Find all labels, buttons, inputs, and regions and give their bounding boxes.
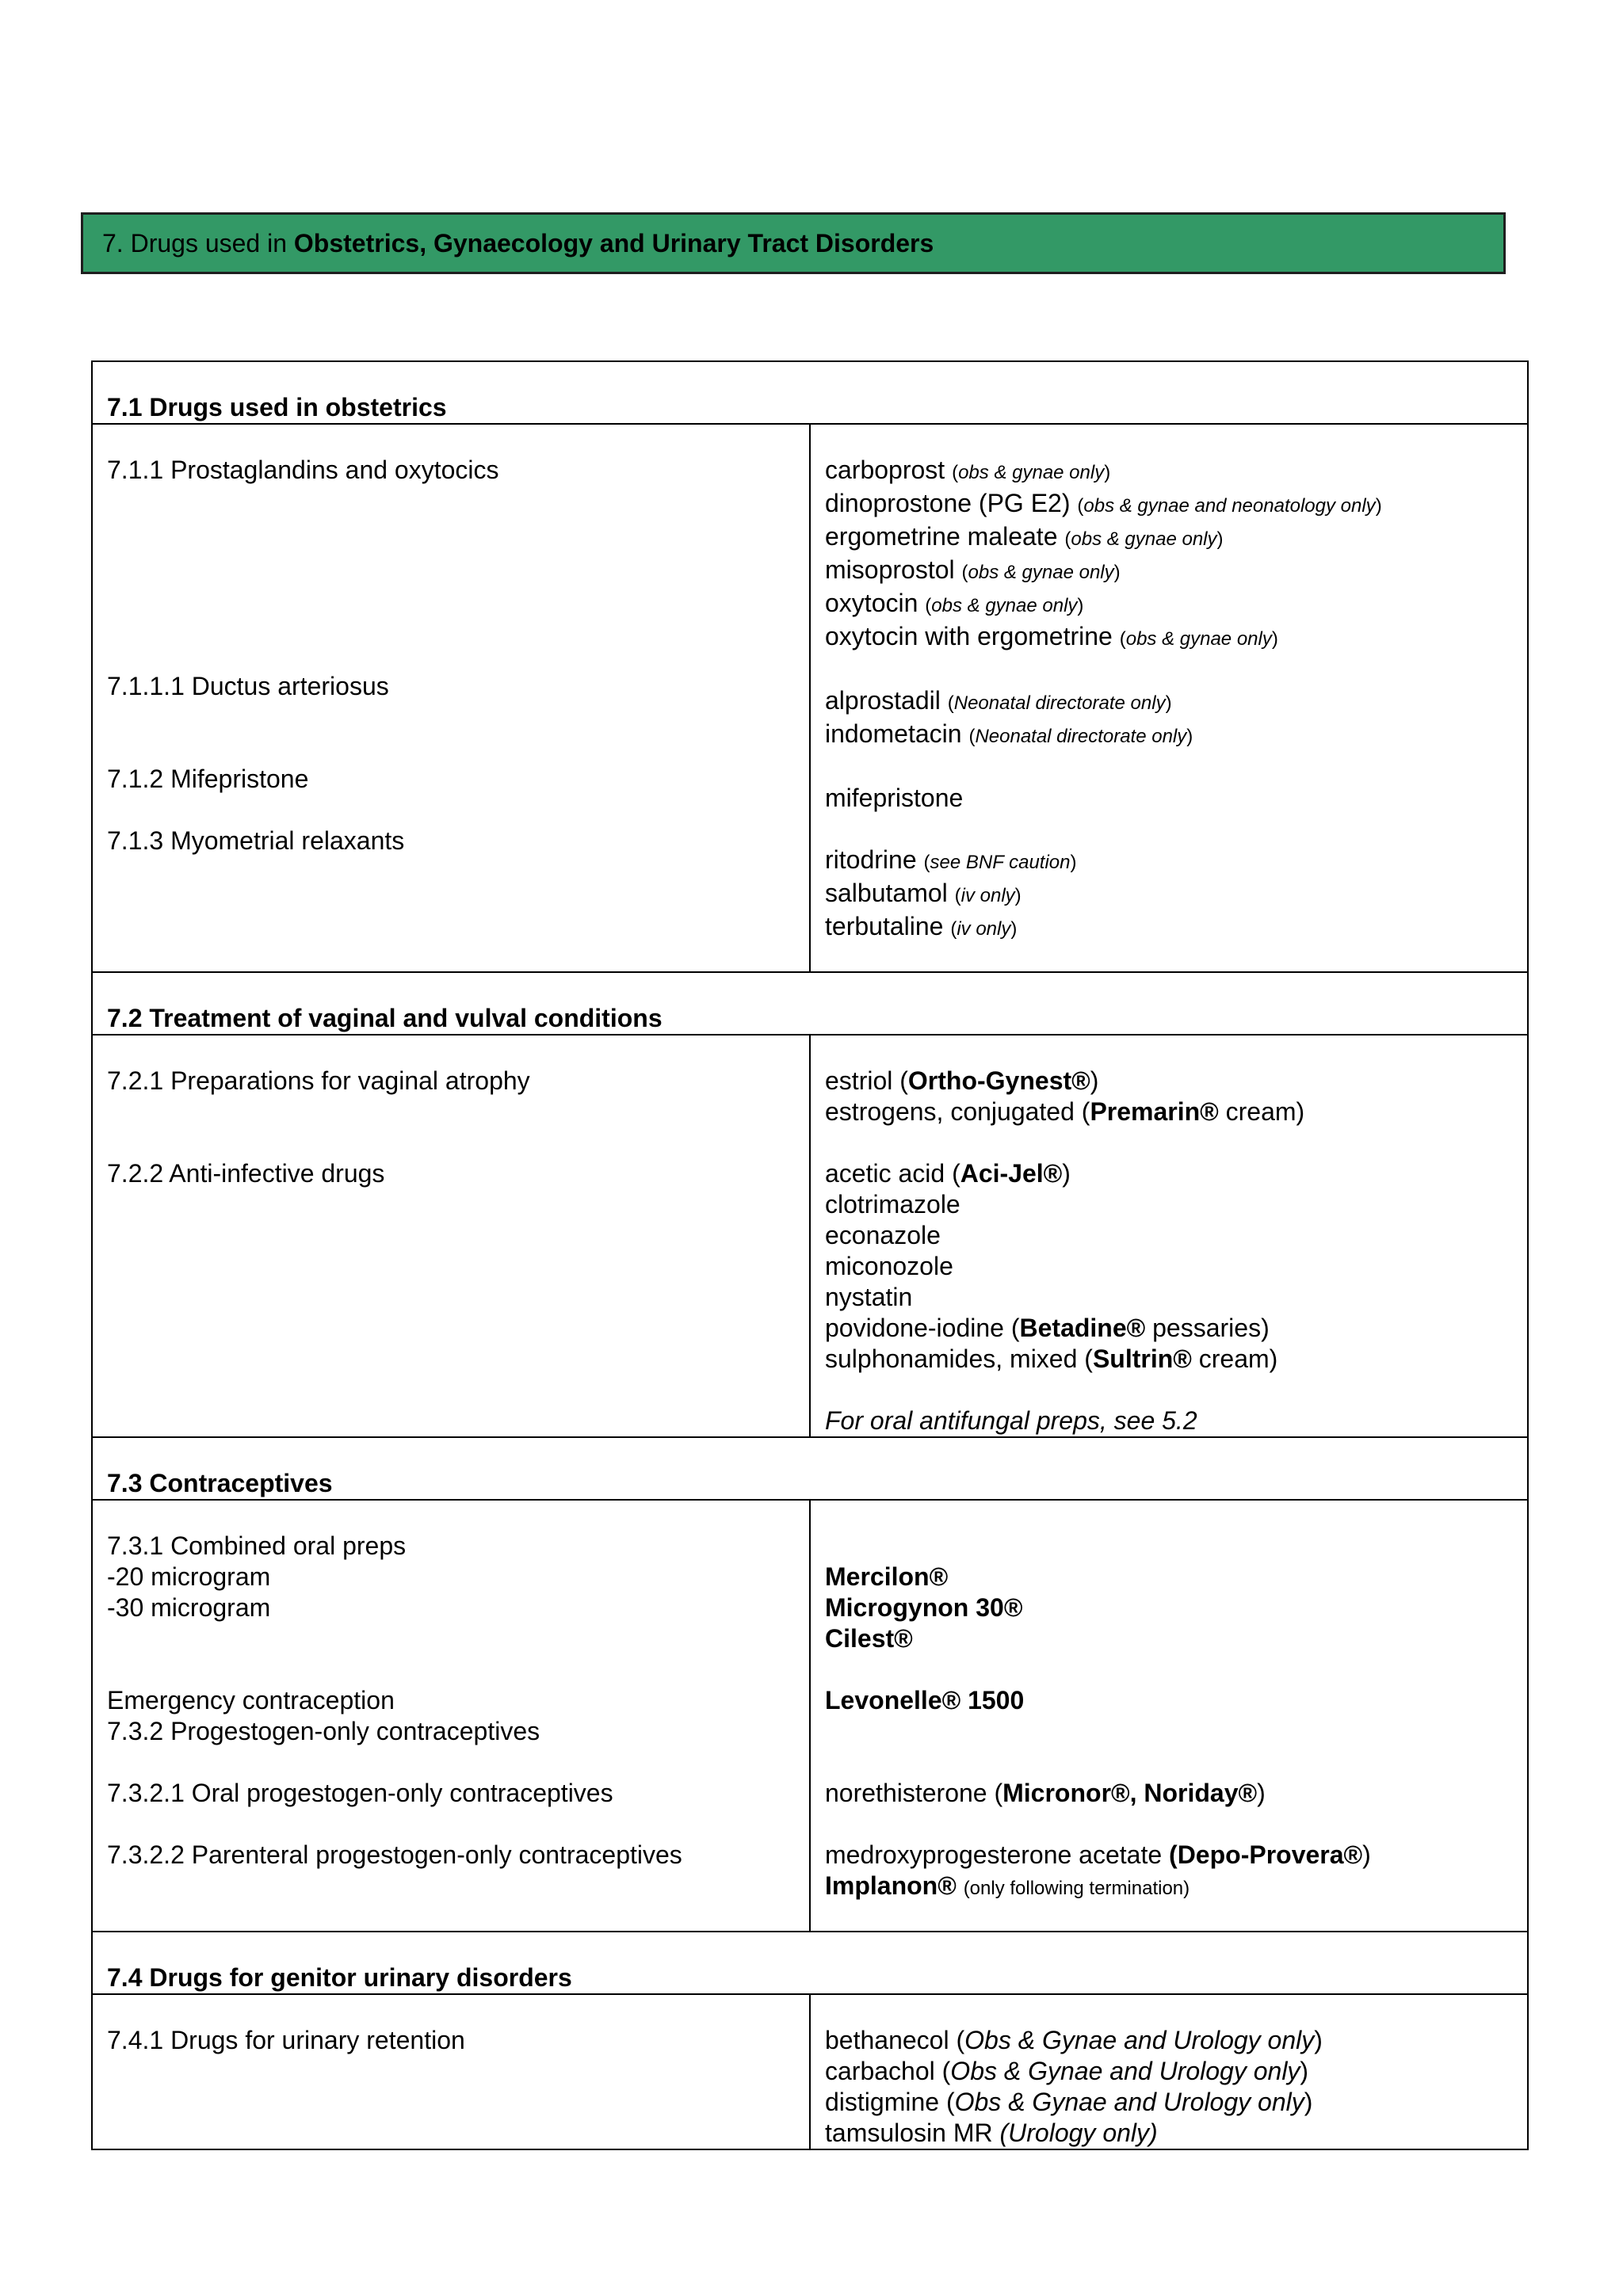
- list-item: misoprostol (obs & gynae only): [825, 555, 1121, 584]
- list-item: estrogens, conjugated (Premarin® cream): [825, 1097, 1305, 1126]
- subsection-labels: [92, 424, 810, 972]
- subsection-label: -30 microgram: [107, 1593, 271, 1622]
- list-item: acetic acid (Aci-Jel®): [825, 1159, 1071, 1188]
- drug-list: [810, 1035, 1528, 1437]
- list-item: Mercilon®: [825, 1562, 949, 1591]
- subsection-label: 7.4.1 Drugs for urinary retention: [107, 2026, 465, 2054]
- section-row-7-4: [92, 1932, 1528, 1994]
- list-item: alprostadil (Neonatal directorate only): [825, 686, 1172, 715]
- table-row: [92, 1035, 1528, 1437]
- list-item: sulphonamides, mixed (Sultrin® cream): [825, 1344, 1278, 1373]
- drug-list: [810, 1994, 1528, 2149]
- list-item: norethisterone (Micronor®, Noriday®): [825, 1779, 1266, 1807]
- subsection-label: -20 microgram: [107, 1562, 271, 1591]
- list-item: mifepristone: [825, 784, 964, 812]
- drug-list: [810, 1500, 1528, 1932]
- chapter-prefix: 7. Drugs used in: [102, 229, 294, 257]
- subsection-label: 7.2.2 Anti-infective drugs: [107, 1159, 385, 1188]
- list-item: miconozole: [825, 1252, 953, 1280]
- table-row: [92, 424, 1528, 972]
- subsection-labels: [92, 1500, 810, 1932]
- subsection-labels: [92, 1035, 810, 1437]
- subsection-label: 7.2.1 Preparations for vaginal atrophy: [107, 1066, 530, 1095]
- list-item: oxytocin with ergometrine (obs & gynae only): [825, 622, 1278, 650]
- list-item: carbachol (Obs & Gynae and Urology only): [825, 2057, 1309, 2085]
- subsection-labels: [92, 1994, 810, 2149]
- list-item: Cilest®: [825, 1624, 913, 1653]
- subsection-label: 7.3.2 Progestogen-only contraceptives: [107, 1717, 540, 1745]
- list-item: bethanecol (Obs & Gynae and Urology only): [825, 2026, 1323, 2054]
- subsection-label: Emergency contraception: [107, 1686, 395, 1714]
- list-item: clotrimazole: [825, 1190, 960, 1219]
- list-item: estriol (Ortho-Gynest®): [825, 1066, 1099, 1095]
- drug-list: [810, 424, 1528, 972]
- list-item: nystatin: [825, 1283, 913, 1311]
- subsection-label: 7.1.3 Myometrial relaxants: [107, 826, 405, 855]
- section-heading-7-1: 7.1 Drugs used in obstetrics: [92, 361, 1528, 424]
- footnote: For oral antifungal preps, see 5.2: [825, 1406, 1197, 1435]
- table-row: [92, 1500, 1528, 1932]
- subsection-label: 7.3.2.1 Oral progestogen-only contraceptives: [107, 1779, 613, 1807]
- subsection-label: 7.3.1 Combined oral preps: [107, 1531, 407, 1560]
- list-item: distigmine (Obs & Gynae and Urology only): [825, 2088, 1313, 2116]
- table-row: [92, 1994, 1528, 2149]
- formulary-table: [91, 360, 1529, 2150]
- section-heading-7-4: 7.4 Drugs for genitor urinary disorders: [92, 1932, 1528, 1994]
- list-item: Levonelle® 1500: [825, 1686, 1025, 1714]
- list-item: oxytocin (obs & gynae only): [825, 589, 1084, 617]
- list-item: tamsulosin MR (Urology only): [825, 2119, 1158, 2147]
- list-item: povidone-iodine (Betadine® pessaries): [825, 1314, 1270, 1342]
- list-item: carboprost (obs & gynae only): [825, 456, 1111, 484]
- section-row-7-3: [92, 1437, 1528, 1500]
- subsection-label: 7.1.2 Mifepristone: [107, 765, 309, 793]
- subsection-label: 7.1.1 Prostaglandins and oxytocics: [107, 456, 499, 484]
- list-item: econazole: [825, 1221, 941, 1249]
- section-heading-7-3: 7.3 Contraceptives: [92, 1437, 1528, 1500]
- section-row-7-1: [92, 361, 1528, 424]
- list-item: indometacin (Neonatal directorate only): [825, 719, 1193, 748]
- list-item: terbutaline (iv only): [825, 912, 1018, 940]
- subsection-label: 7.3.2.2 Parenteral progestogen-only contraceptives: [107, 1840, 682, 1869]
- list-item: salbutamol (iv only): [825, 879, 1022, 907]
- section-heading-7-2: 7.2 Treatment of vaginal and vulval conditions: [92, 972, 1528, 1035]
- list-item: dinoprostone (PG E2) (obs & gynae and neonatology only): [825, 489, 1382, 517]
- list-item: ritodrine (see BNF caution): [825, 845, 1077, 874]
- list-item: Microgynon 30®: [825, 1593, 1023, 1622]
- list-item: ergometrine maleate (obs & gynae only): [825, 522, 1224, 551]
- subsection-label: 7.1.1.1 Ductus arteriosus: [107, 672, 389, 700]
- chapter-title: Obstetrics, Gynaecology and Urinary Tract Disorders: [293, 229, 934, 257]
- list-item: Implanon® (only following termination): [825, 1871, 1190, 1900]
- chapter-heading: [81, 212, 1506, 274]
- section-row-7-2: [92, 972, 1528, 1035]
- list-item: medroxyprogesterone acetate (Depo-Provera®): [825, 1840, 1371, 1869]
